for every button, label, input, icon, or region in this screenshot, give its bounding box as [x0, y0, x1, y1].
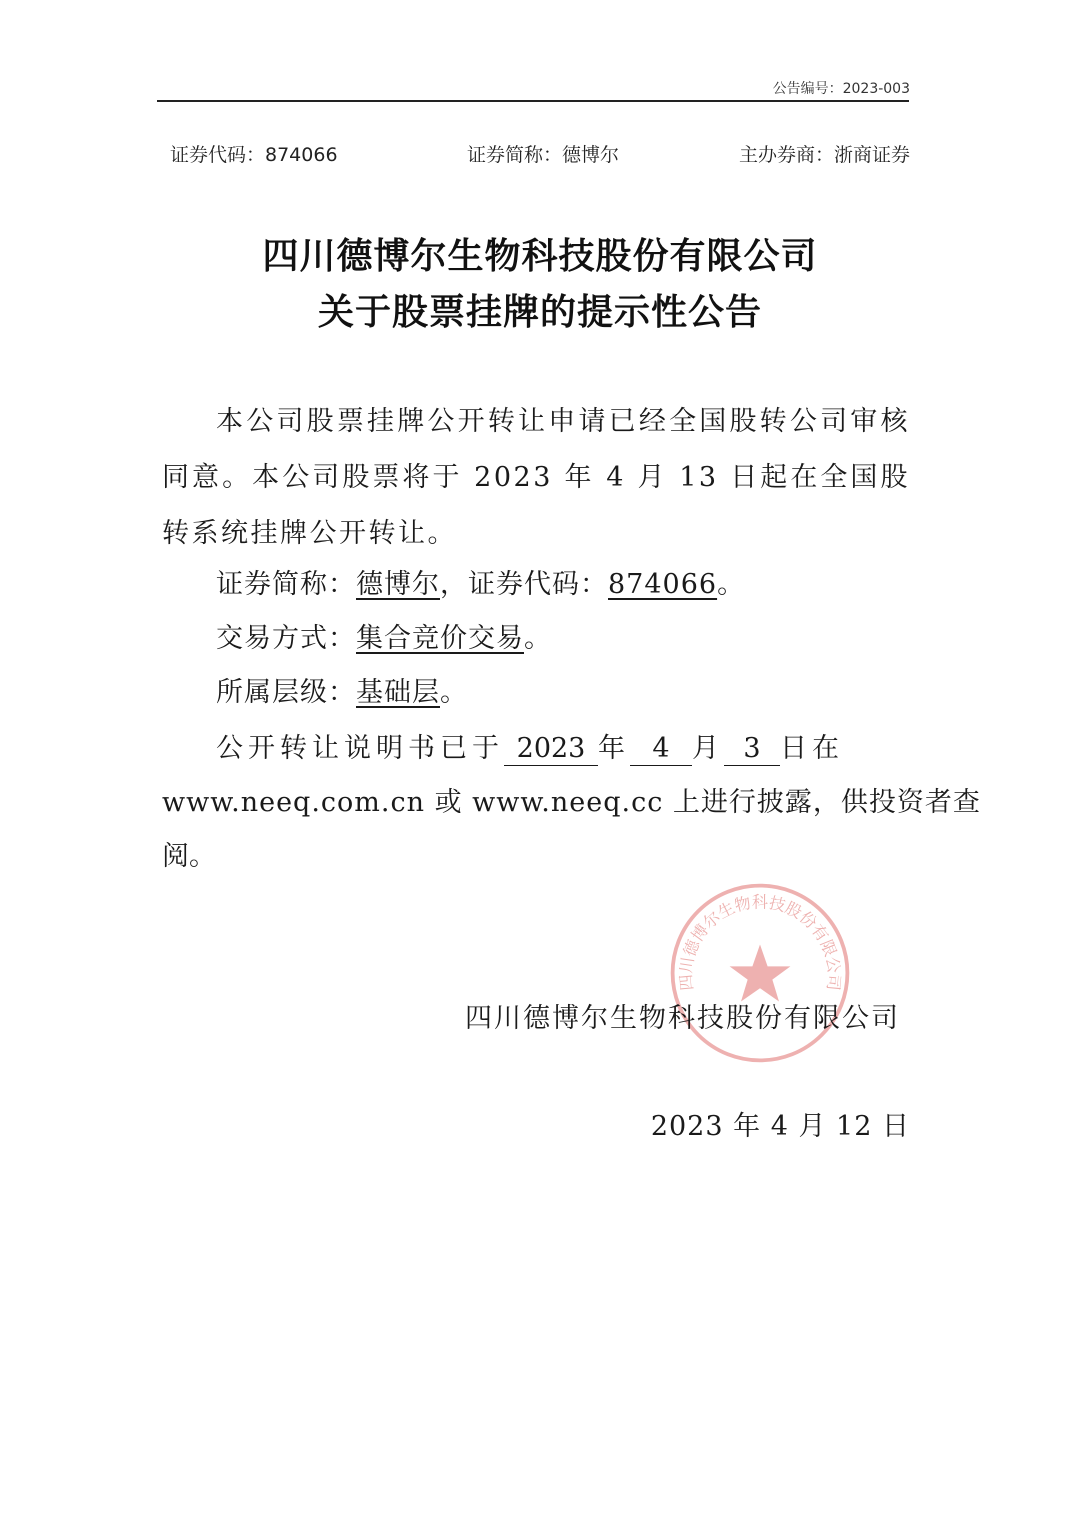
security-code: 证券代码：874066 — [170, 144, 338, 166]
level-end: 。 — [440, 677, 468, 708]
year-unit: 年 — [598, 733, 630, 764]
notice-number: 公告编号：2023-003 — [772, 81, 910, 97]
code-end: 。 — [717, 569, 746, 600]
abbr-value: 德博尔 — [356, 569, 440, 600]
disclosure-line-1 — [216, 726, 910, 766]
sponsor-broker: 主办券商：浙商证券 — [738, 144, 910, 166]
code-value: 874066 — [608, 569, 718, 600]
level-label: 所属层级： — [216, 677, 356, 708]
trade-end: 。 — [524, 623, 552, 654]
header-divider — [157, 100, 909, 102]
document-title-line1: 四川德博尔生物科技股份有限公司 — [262, 236, 818, 277]
signing-company: 四川德博尔生物科技股份有限公司 — [465, 1003, 900, 1034]
trade-label: 交易方式： — [216, 623, 356, 654]
disclose-day: 3 — [724, 733, 780, 766]
security-abbr-line — [216, 562, 745, 601]
trade-value: 集合竞价交易 — [356, 623, 524, 654]
tier-level-line — [216, 670, 468, 709]
disclose-year: 2023 — [504, 733, 598, 766]
company-seal-stamp — [665, 878, 855, 1068]
level-value: 基础层 — [356, 677, 440, 708]
seal-text: 四川德博尔生物科技股份有限公司 — [676, 892, 844, 992]
disclosure-line-2: www.neeq.com.cn 或 www.neeq.cc 上进行披露，供投资者查 — [162, 787, 981, 818]
disclose-month: 4 — [630, 733, 692, 766]
month-unit: 月 — [692, 733, 724, 764]
day-unit: 日在 — [780, 733, 844, 764]
disclose-prefix: 公开转让说明书已于 — [216, 733, 504, 764]
security-abbreviation: 证券简称：德博尔 — [467, 144, 620, 166]
listing-approval-paragraph: 本公司股票挂牌公开转让申请已经全国股转公司审核同意。本公司股票将于 2023 年 4 月 13 日起在全国股转系统挂牌公开转让。 — [162, 406, 910, 549]
code-label: ，证券代码： — [440, 569, 608, 600]
disclosure-line-3: 阅。 — [162, 841, 216, 872]
abbr-label: 证券简称： — [216, 569, 356, 600]
signing-date: 2023 年 4 月 12 日 — [650, 1111, 910, 1142]
document-title-line2: 关于股票挂牌的提示性公告 — [317, 292, 762, 333]
trading-method-line — [216, 616, 552, 655]
seal-star-icon — [730, 945, 791, 1002]
